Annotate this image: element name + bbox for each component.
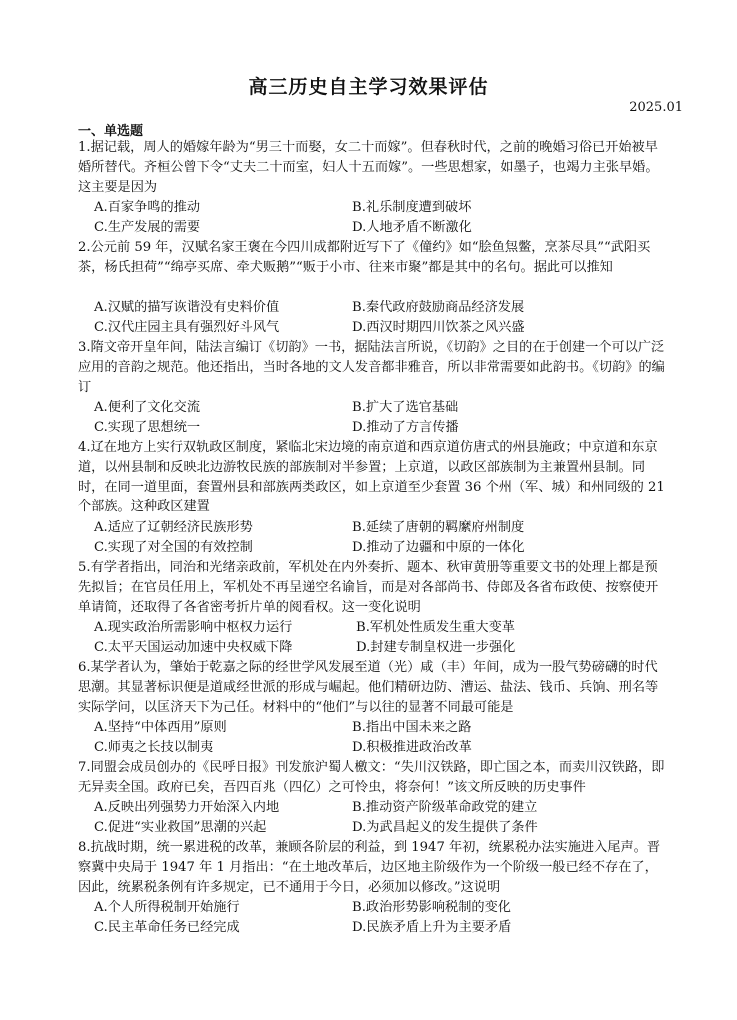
option-d: D.积极推进政治改革 [352,740,472,755]
question-stem: 3.隋文帝开皇年间，陆法言编订《切韵》一书，据陆法言所说，《切韵》之目的在于创建一个可以广泛应用的音韵之规范。他还指出，当时各地的文人发音都非雅音，所以非常需要如此韵书。《切韵》的编订 [78,340,665,395]
exam-date: 2025.01 [629,100,683,115]
option-d: D.人地矛盾不断激化 [352,220,472,235]
option-b: B.推动资产阶级革命政党的建立 [352,800,538,815]
question-7 [78,758,668,798]
option-a: A.现实政治所需影响中枢权力运行 [94,620,293,635]
option-b: B.军机处性质发生重大变革 [356,620,515,635]
option-a: A.适应了辽朝经济民族形势 [94,520,253,535]
question-2 [78,238,668,278]
option-b: B.指出中国未来之路 [352,720,472,735]
option-d: D.西汉时期四川饮茶之风兴盛 [352,320,525,335]
option-a: A.百家争鸣的推动 [94,200,201,215]
option-c: C.生产发展的需要 [94,220,201,235]
option-b: B.秦代政府鼓励商品经济发展 [352,300,525,315]
option-a: A.便利了文化交流 [94,400,201,415]
question-5 [78,558,668,617]
option-c: C.汉代庄园主具有强烈好斗风气 [94,320,280,335]
option-d: D.推动了方言传播 [352,420,459,435]
option-c: C.太平天国运动加速中央权威下降 [94,640,293,655]
section-heading: 一、单选题 [78,124,144,139]
question-stem: 1.据记载，周人的婚嫁年龄为“男三十而娶，女二十而嫁”。但春秋时代，之前的晚婚习俗已开始被早婚所替代。齐桓公曾下令“丈夫二十而室，妇人十五而嫁”。一些思想家，如墨子，也竭力主张早婚。这主要是因为 [78,140,659,195]
option-d: D.推动了边疆和中原的一体化 [352,540,525,555]
question-6 [78,658,668,717]
question-stem: 6.某学者认为，肇始于乾嘉之际的经世学风发展至道（光）咸（丰）年间，成为一股气势磅礴的时代思潮。其显著标识便是道咸经世派的形成与崛起。他们精研边防、漕运、盐法、钱币、兵饷、刑名等实际学问，以匡济天下为己任。材料中的“他们”与以往的显著不同最可能是 [78,660,659,715]
option-a: A.坚持“中体西用”原则 [94,720,227,735]
option-d: D.为武昌起义的发生提供了条件 [352,820,538,835]
option-c: C.民主革命任务已经完成 [94,920,240,935]
option-c: C.实现了对全国的有效控制 [94,540,253,555]
question-4 [78,438,668,517]
option-a: A.个人所得税制开始施行 [94,900,240,915]
option-a: A.汉赋的描写诙谐没有史料价值 [94,300,280,315]
question-3 [78,338,668,397]
question-stem: 7.同盟会成员创办的《民呼日报》刊发旅沪蜀人檄文：“失川汉铁路，即亡国之本，而卖川汉铁路，即无异卖全国。政府已矣，吾四百兆（四亿）之可怜虫，将奈何！”该文所反映的历史事件 [78,760,665,795]
option-c: C.实现了思想统一 [94,420,201,435]
option-c: C.促进“实业救国”思潮的兴起 [94,820,267,835]
option-c: C.师夷之长技以制夷 [94,740,214,755]
question-stem: 4.辽在地方上实行双轨政区制度，紧临北宋边境的南京道和西京道仿唐式的州县施政；中京道和东京道，以州县制和反映北边游牧民族的部族制对半参置；上京道，以政区部族制为主兼置州县制。同时，在同一道里面，套置州县和部族两类政区，如上京道至少套置 36 个州（军、城）和州同级的 21 个部族。这种政区建置 [78,440,665,515]
question-1 [78,138,668,197]
option-d: D.封建专制皇权进一步强化 [356,640,516,655]
option-b: B.扩大了选官基础 [352,400,459,415]
question-stem: 5.有学者指出，同治和光绪亲政前，军机处在内外奏折、题本、秋审黄册等重要文书的处理上都是预先拟旨；在官员任用上，军机处不再呈递空名谕旨，而是对各部尚书、侍郎及各省布政使、按察使开单请简，还取得了各省密考折片单的阅看权。这一变化说明 [78,560,659,615]
option-b: B.延续了唐朝的羁縻府州制度 [352,520,525,535]
option-d: D.民族矛盾上升为主要矛盾 [352,920,512,935]
page-title: 高三历史自主学习效果评估 [248,76,489,98]
question-stem: 2.公元前 59 年，汉赋名家王褒在今四川成都附近写下了《僮约》如“脍鱼炰鳖，烹茶尽具”“武阳买茶，杨氏担荷”“绵亭买席、牵犬贩鹅”“贩于小市、往来市聚”都是其中的名句。据此可以推知 [78,240,651,275]
option-b: B.礼乐制度遭到破坏 [352,200,472,215]
question-8 [78,838,668,897]
question-stem: 8.抗战时期，统一累进税的改革，兼顾各阶层的利益，到 1947 年初，统累税办法实施进入尾声。晋察冀中央局于 1947 年 1 月指出：“在土地改革后，边区地主阶级作为一个阶级一般已经不存在了，因此，统累税条例有许多规定，已不通用于今日，必须加以修改。”这说明 [78,840,661,895]
option-b: B.政治形势影响税制的变化 [352,900,511,915]
option-a: A.反映出列强势力开始深入内地 [94,800,280,815]
